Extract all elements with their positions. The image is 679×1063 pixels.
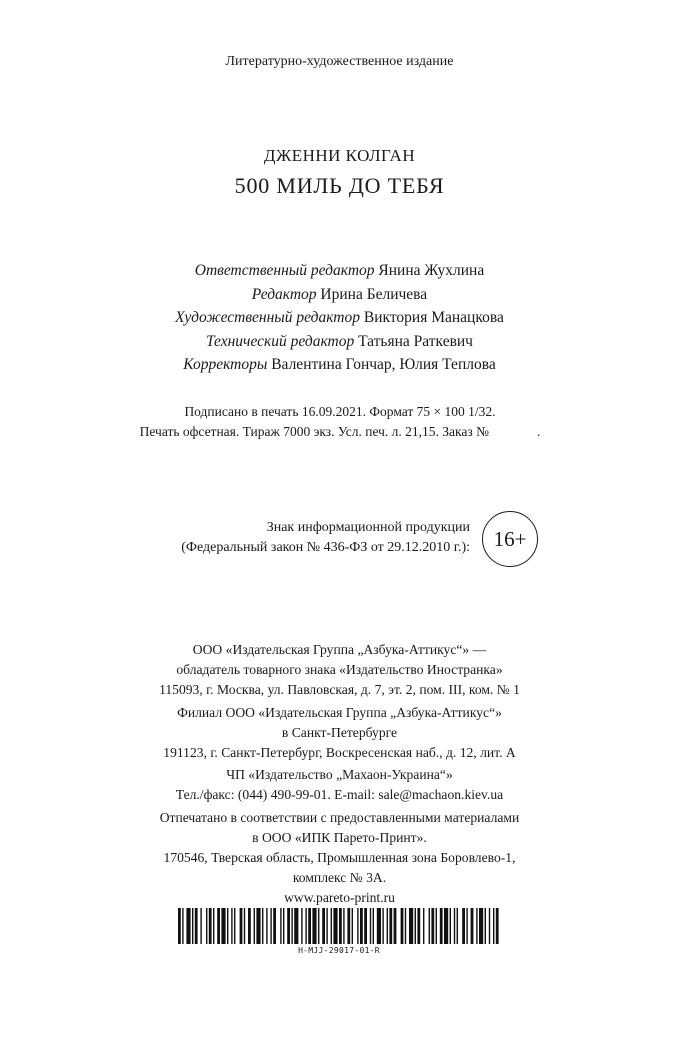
barcode-bar xyxy=(266,908,267,944)
barcode-bar xyxy=(343,908,344,944)
print-info-line xyxy=(110,422,570,442)
barcode-bar xyxy=(370,908,371,944)
barcode-bar xyxy=(227,908,228,944)
barcode-bar xyxy=(209,908,212,944)
publisher-line: 191123, г. Санкт-Петербург, Воскресенская наб., д. 12, лит. А xyxy=(163,745,516,761)
barcode-bar xyxy=(221,908,225,944)
barcode-bar xyxy=(444,908,448,944)
barcode-bar xyxy=(431,908,434,944)
publisher-line: Тел./факс: (044) 490-99-01. E-mail: sale@machaon.kiev.ua xyxy=(175,787,504,803)
barcode-bar xyxy=(405,908,406,944)
barcode-code: H-MJJ-29017-01-R xyxy=(298,946,380,955)
print-order-text: Печать офсетная. Тираж 7000 экз. Усл. печ. л. 21,15. Заказ № xyxy=(139,424,489,439)
barcode-bar xyxy=(192,908,193,944)
age-sign-law: (Федеральный закон № 436-ФЗ от 29.12.2010 г.): xyxy=(181,540,470,555)
credit-role: Художественный редактор xyxy=(175,309,360,327)
barcode-bar xyxy=(280,908,281,944)
credit-line xyxy=(0,283,679,307)
printer-line: Отпечатано в соответствии с предоставленными материалами xyxy=(159,809,520,825)
credit-person: Ирина Беличева xyxy=(320,285,428,303)
barcode-bar xyxy=(454,908,455,944)
barcode-bar xyxy=(256,908,260,944)
barcode-bar xyxy=(206,908,207,944)
barcode-bar xyxy=(387,908,388,944)
author-name: ДЖЕННИ КОЛГАН xyxy=(263,146,416,165)
credit-person: Валентина Гончар, Юлия Теплова xyxy=(271,356,496,374)
barcode-bar xyxy=(291,908,292,944)
barcode-bar xyxy=(287,908,290,944)
barcode-bar xyxy=(312,908,316,944)
barcode-bar xyxy=(331,908,332,944)
barcode-bar xyxy=(347,908,350,944)
barcode-bar xyxy=(440,908,443,944)
barcode-bar xyxy=(429,908,430,944)
barcode-bar xyxy=(240,908,243,944)
barcode-bar xyxy=(496,908,499,944)
printer-info xyxy=(0,808,679,909)
barcode-bar xyxy=(217,908,220,944)
barcode-bar xyxy=(415,908,416,944)
print-info-line: Подписано в печать 16.09.2021. Формат 75 × 100 1/32. xyxy=(184,404,496,419)
credit-role: Технический редактор xyxy=(206,332,355,350)
barcode-bar xyxy=(423,908,424,944)
barcode-bar xyxy=(322,908,325,944)
barcode-bar xyxy=(326,908,327,944)
barcode-bar xyxy=(389,908,392,944)
barcode-bar xyxy=(234,908,235,944)
publisher-line: ООО «Издательская Группа „Азбука-Аттикус“» — xyxy=(192,642,487,657)
barcode-bar xyxy=(466,908,467,944)
barcode-bar xyxy=(318,908,319,944)
credit-line xyxy=(0,259,679,283)
barcode-bar xyxy=(457,908,458,944)
barcode-bar xyxy=(394,908,397,944)
credit-person: Татьяна Раткевич xyxy=(358,332,473,350)
publisher-line: обладатель товарного знака «Издательство Иностранка» xyxy=(176,662,503,678)
barcode-bar xyxy=(401,908,404,944)
age-sign-line: Знак информационной продукции xyxy=(266,520,470,535)
publisher-ukraine xyxy=(0,765,679,805)
edition-type: Литературно-художественное издание xyxy=(225,54,454,69)
barcode-bar xyxy=(364,908,367,944)
credit-role: Ответственный редактор xyxy=(194,262,375,279)
publisher-line: 115093, г. Москва, ул. Павловская, д. 7, эт. 2, пом. III, ком. № 1 xyxy=(159,682,520,698)
printer-line: комплекс № 3А. xyxy=(292,870,387,886)
barcode-bar xyxy=(409,908,413,944)
printer-line: 170546, Тверская область, Промышленная зона Боровлево-1, xyxy=(163,850,516,866)
barcode-bar xyxy=(244,908,245,944)
barcode-bar xyxy=(213,908,214,944)
credit-line xyxy=(0,353,679,377)
barcode-bar xyxy=(294,908,298,944)
barcode-bar xyxy=(262,908,263,944)
barcode-bar xyxy=(479,908,483,944)
credit-person: Янина Жухлина xyxy=(378,262,485,279)
barcode-bar xyxy=(357,908,358,944)
print-info xyxy=(110,402,570,442)
book-title: 500 МИЛЬ ДО ТЕБЯ xyxy=(234,173,445,198)
credit-line xyxy=(0,306,679,330)
publisher-block xyxy=(0,640,679,911)
barcode-bar xyxy=(436,908,437,944)
barcode-bar xyxy=(301,908,302,944)
barcode-bar xyxy=(339,908,342,944)
credit-person: Виктория Манацкова xyxy=(363,309,504,327)
barcode-bar xyxy=(254,908,255,944)
credits-block xyxy=(0,259,679,377)
barcode-bar xyxy=(493,908,494,944)
barcode-bar xyxy=(231,908,232,944)
barcode-bar xyxy=(308,908,311,944)
barcode-bar xyxy=(178,908,181,944)
publisher-azbuka xyxy=(0,640,679,701)
barcode-bar xyxy=(462,908,465,944)
publisher-line: в Санкт-Петербурге xyxy=(281,724,398,740)
barcode-bar xyxy=(373,908,374,944)
credit-line xyxy=(0,330,679,354)
barcode-bar xyxy=(360,908,363,944)
barcode-bar xyxy=(283,908,284,944)
barcode-bar xyxy=(377,908,381,944)
barcode-bar xyxy=(186,908,190,944)
publisher-line: Филиал ООО «Издательская Группа „Азбука-Аттикус“» xyxy=(177,704,502,720)
age-rating-badge: 16+ xyxy=(482,511,538,567)
credit-role: Корректоры xyxy=(183,356,268,374)
barcode-bar xyxy=(200,908,201,944)
barcode-bar xyxy=(382,908,383,944)
age-sign-text xyxy=(130,518,470,558)
barcode-bar xyxy=(485,908,486,944)
barcode-bar xyxy=(471,908,474,944)
print-order-end: . xyxy=(536,424,541,439)
barcode-bar xyxy=(270,908,271,944)
publisher-line: ЧП «Издательство „Махаон-Украина“» xyxy=(226,767,453,783)
barcode-bar xyxy=(417,908,420,944)
barcode xyxy=(178,908,500,944)
credit-role: Редактор xyxy=(251,285,317,303)
barcode-bar xyxy=(248,908,251,944)
barcode-bar xyxy=(489,908,490,944)
printer-line: в ООО «ИПК Парето-Принт». xyxy=(252,829,427,845)
printer-website: www.pareto-print.ru xyxy=(284,890,395,906)
barcode-bar xyxy=(182,908,183,944)
barcode-bar xyxy=(476,908,477,944)
publisher-branch xyxy=(0,703,679,764)
barcode-bar xyxy=(352,908,353,944)
barcode-bar xyxy=(450,908,451,944)
barcode-bar xyxy=(195,908,198,944)
barcode-bar xyxy=(333,908,337,944)
barcode-bar xyxy=(273,908,276,944)
barcode-bar xyxy=(305,908,306,944)
